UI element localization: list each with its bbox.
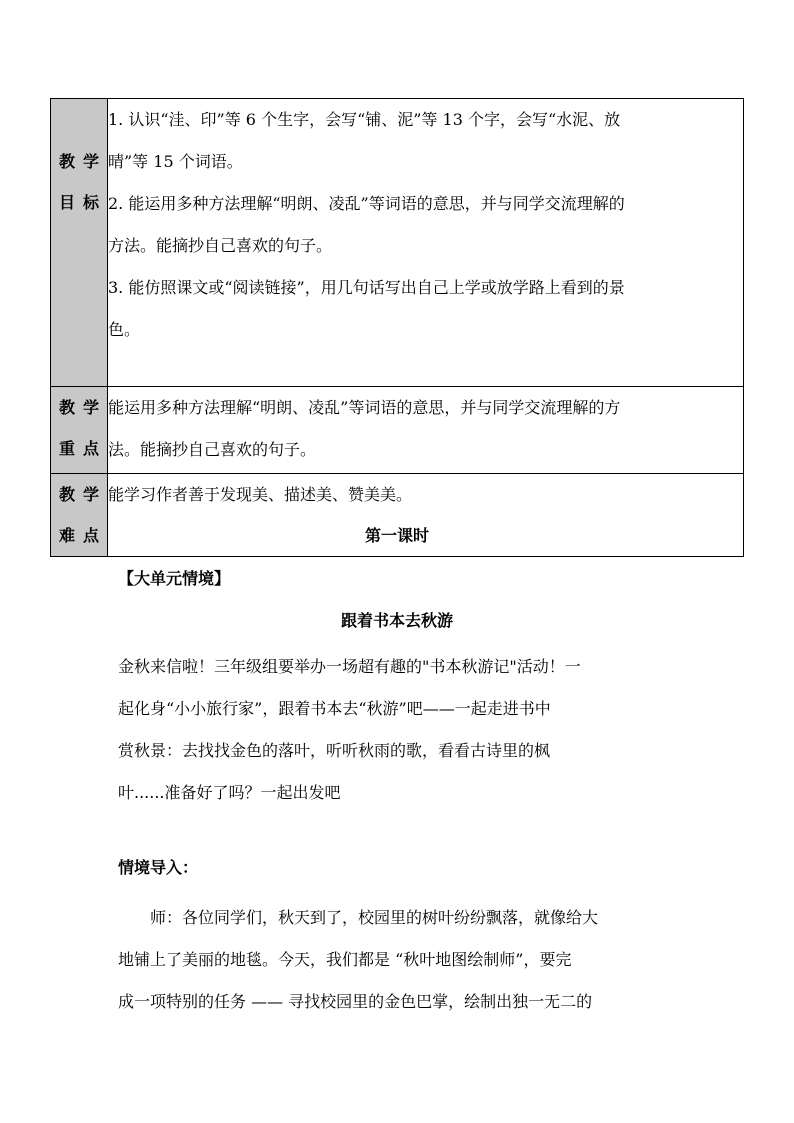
teaching-goals-table [50, 98, 744, 557]
section-heading: 情境导入： [118, 858, 199, 877]
paragraph-line: 赏秋景：去找找金色的落叶，听听秋雨的歌，看看古诗里的枫 [118, 741, 551, 760]
objectives-content [108, 99, 744, 387]
paragraph-line: 成一项特别的任务 —— 寻找校园里的金色巴掌，绘制出独一无二的 [118, 992, 593, 1011]
content-line: 1. 认识“洼、印”等 6 个生字，会写“铺、泥”等 13 个字，会写“水泥、放 [108, 110, 621, 129]
paragraph-line: 地铺上了美丽的地毯。今天，我们都是 “秋叶地图绘制师”，要完 [118, 950, 572, 969]
label-line: 重点 [59, 439, 108, 458]
content-line: 色。 [108, 320, 141, 339]
label-line: 教学 [59, 398, 108, 417]
paragraph-line: 叶......准备好了吗？一起出发吧 [118, 783, 341, 802]
paragraph-line: 金秋来信啦！三年级组要举办一场超有趣的"书本秋游记"活动！一 [118, 657, 581, 676]
content-line: 晴”等 15 个词语。 [108, 152, 243, 171]
content-line: 法。能摘抄自己喜欢的句子。 [108, 440, 317, 459]
label-line: 教学 [59, 152, 108, 171]
lesson-title: 第一课时 [364, 526, 429, 545]
key-points-label [51, 387, 108, 474]
paragraph-line: 师：各位同学们，秋天到了，校园里的树叶纷纷飘落，就像给大 [150, 908, 599, 927]
objectives-label [51, 99, 108, 387]
label-line: 目标 [59, 193, 108, 212]
table-row-objectives [51, 99, 744, 387]
content-line: 能学习作者善于发现美、描述美、赞美美。 [108, 485, 413, 504]
content-line: 方法。能摘抄自己喜欢的句子。 [108, 236, 333, 255]
table-row-key-points [51, 387, 744, 474]
content-line: 2. 能运用多种方法理解“明朗、凌乱”等词语的意思，并与同学交流理解的 [108, 194, 625, 213]
key-points-content [108, 387, 744, 474]
intro-paragraph [118, 646, 678, 814]
teacher-paragraph [118, 897, 678, 1023]
label-line: 难点 [59, 526, 108, 545]
content-line: 3. 能仿照课文或“阅读链接”，用几句话写出自己上学或放学路上看到的景 [108, 278, 625, 297]
content-line: 能运用多种方法理解“明朗、凌乱”等词语的意思，并与同学交流理解的方 [108, 398, 621, 417]
story-title: 跟着书本去秋游 [340, 611, 453, 630]
label-line: 教学 [59, 485, 108, 504]
paragraph-line: 起化身“小小旅行家”，跟着书本去“秋游”吧——一起走进书中 [118, 699, 551, 718]
unit-heading: 【大单元情境】 [118, 569, 231, 588]
